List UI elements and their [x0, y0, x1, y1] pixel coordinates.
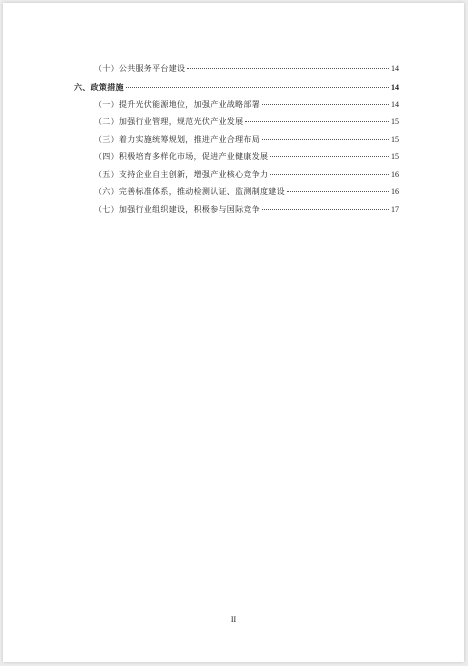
- toc-entry-page: 16: [391, 187, 399, 196]
- toc-entry-label: （二）加强行业管理，规范光伏产业发展: [94, 117, 244, 126]
- toc-entry-label: （三）着力实施统筹规划，推进产业合理布局: [94, 135, 260, 144]
- toc-entry-label: （六）完善标准体系，推动检测认证、监测制度建设: [94, 187, 285, 196]
- toc-entry-page: 15: [391, 135, 399, 144]
- toc-entry-label: 六、政策措施: [74, 82, 124, 92]
- page-number-footer: II: [230, 615, 237, 624]
- toc-entry-item-7[interactable]: [94, 204, 399, 216]
- toc-entry-label: （十）公共服务平台建设: [94, 64, 186, 73]
- toc-entry-page: 15: [391, 117, 399, 126]
- dot-leader: [262, 209, 389, 210]
- dot-leader: [187, 68, 389, 69]
- toc-entry-item-4[interactable]: [94, 151, 399, 163]
- toc-entry-label: （一）提升光伏能源地位，加强产业战略部署: [94, 100, 260, 109]
- dot-leader: [262, 104, 389, 105]
- toc-entry-label: （七）加强行业组织建设，积极参与国际竞争: [94, 205, 260, 214]
- toc-entry-item-3[interactable]: [94, 134, 399, 146]
- toc-entry-page: 14: [391, 83, 399, 92]
- toc-entry-page: 14: [391, 100, 399, 109]
- toc-entry-page: 14: [391, 64, 399, 73]
- dot-leader: [270, 156, 389, 157]
- dot-leader: [262, 139, 389, 140]
- toc-entry-page: 17: [391, 205, 399, 214]
- dot-leader: [270, 174, 389, 175]
- toc-entry-label: （五）支持企业自主创新，增强产业核心竞争力: [94, 170, 269, 179]
- toc-entry-label: （四）积极培育多样化市场，促进产业健康发展: [94, 152, 269, 161]
- document-page: [3, 3, 464, 662]
- dot-leader: [126, 87, 389, 88]
- toc-entry-item-5[interactable]: [94, 169, 399, 181]
- toc-entry-public-service-platform[interactable]: [94, 63, 399, 75]
- toc-entry-item-2[interactable]: [94, 116, 399, 128]
- toc-entry-page: 16: [391, 170, 399, 179]
- toc-entry-item-1[interactable]: [94, 99, 399, 111]
- toc-entry-policy-measures[interactable]: [74, 81, 399, 93]
- dot-leader: [287, 191, 389, 192]
- toc-entry-page: 15: [391, 152, 399, 161]
- toc-entry-item-6[interactable]: [94, 186, 399, 198]
- dot-leader: [245, 121, 389, 122]
